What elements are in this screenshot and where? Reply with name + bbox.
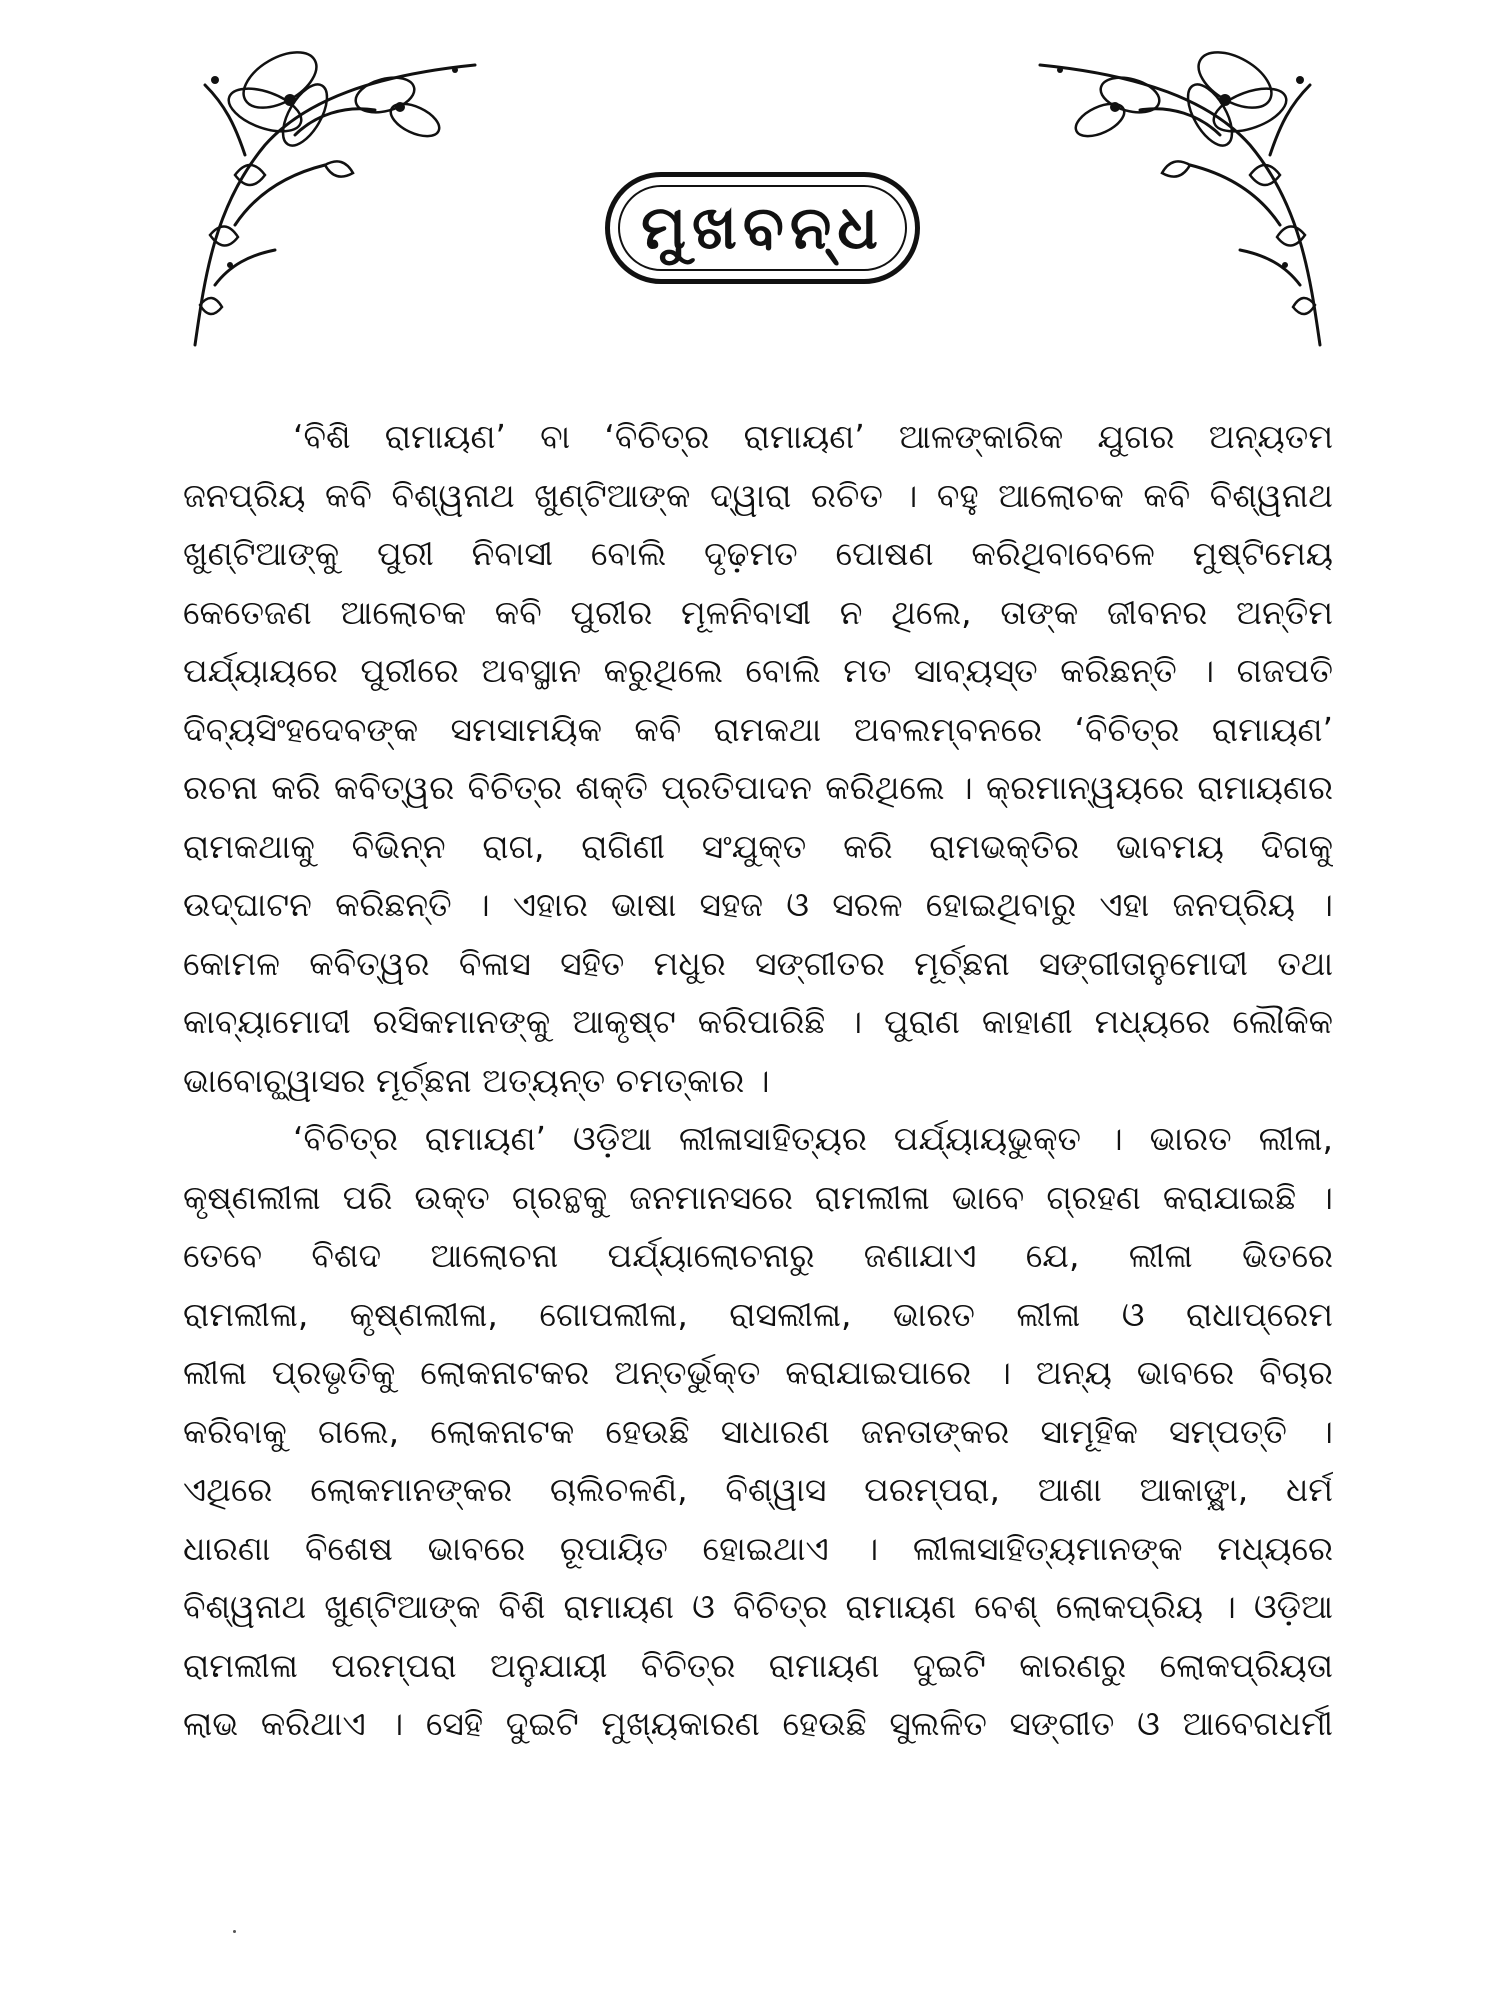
title-badge [605,172,920,284]
text-line: ‘ବିଶି ରାମାୟଣ’ ବା ‘ବିଚିତ୍ର ରାମାୟଣ’ ଆଳଙ୍କାରିକ ଯୁଗର ଅନ୍ୟତମ [293,417,1333,456]
floral-ornament-left-icon [175,25,495,355]
text-line: ଲୀଳା ପ୍ରଭୃତିକୁ ଲୋକନାଟକର ଅନ୍ତର୍ଭୁକ୍ତ କରାଯାଇପାରେ । ଅନ୍ୟ ଭାବରେ ବିଚାର [183,1353,1333,1392]
paragraph-2 [183,1110,1333,1754]
text-line: କରିବାକୁ ଗଲେ, ଲୋକନାଟକ ହେଉଛି ସାଧାରଣ ଜନତାଙ୍କର ସାମୂହିକ ସମ୍ପତ୍ତି । [183,1411,1333,1451]
text-line: ଦିବ୍ୟସିଂହଦେବଙ୍କ ସମସାମୟିକ କବି ରାମକଥା ଅବଲମ୍ବନରେ ‘ବିଚିତ୍ର ରାମାୟଣ’ [183,709,1333,749]
text-line: ଲାଭ କରିଥାଏ । ସେହି ଦୁଇଟି ମୁଖ୍ୟକାରଣ ହେଉଛି ସୁଲଳିତ ସଙ୍ଗୀତ ଓ ଆବେଗଧର୍ମୀ [183,1704,1333,1743]
body-text [183,408,1333,1754]
text-line: କାବ୍ୟାମୋଦୀ ରସିକମାନଙ୍କୁ ଆକୃଷ୍ଟ କରିପାରିଛି । ପୁରାଣ କାହାଣୀ ମଧ୍ୟରେ ଲୌକିକ [183,1002,1333,1041]
text-line: ‘ବିଚିତ୍ର ରାମାୟଣ’ ଓଡ଼ିଆ ଲୀଳାସାହିତ୍ୟର ପର୍ଯ୍ୟାୟଭୁକ୍ତ । ଭାରତ ଲୀଳା, [293,1119,1333,1158]
text-line: ରାମକଥାକୁ ବିଭିନ୍ନ ରାଗ, ରାଗିଣୀ ସଂଯୁକ୍ତ କରି ରାମଭକ୍ତିର ଭାବମୟ ଦିଗକୁ [183,826,1333,866]
text-line: ଏଥିରେ ଲୋକମାନଙ୍କର ଚାଲିଚଳଣି, ବିଶ୍ୱାସ ପରମ୍ପରା, ଆଶା ଆକାଙ୍କ୍ଷା, ଧର୍ମ [183,1470,1333,1509]
text-line: ଭାବୋଚ୍ଛ୍ୱାସର ମୂର୍ଚ୍ଛନା ଅତ୍ୟନ୍ତ ଚମତ୍କାର । [183,1060,770,1100]
text-line: ପର୍ଯ୍ୟାୟରେ ପୁରୀରେ ଅବସ୍ଥାନ କରୁଥିଲେ ବୋଲି ମତ ସାବ୍ୟସ୍ତ କରିଛନ୍ତି । ଗଜପତି [183,651,1333,690]
floral-ornament-right-icon [1020,25,1340,355]
text-line: ଖୁଣ୍ଟିଆଙ୍କୁ ପୁରୀ ନିବାସୀ ବୋଲି ଦୃଢ଼ମତ ପୋଷଣ କରିଥିବାବେଳେ ମୁଷ୍ଟିମେୟ [183,534,1333,573]
text-line: ରାମଲୀଳା, କୃଷ୍ଣଲୀଳା, ଗୋପଲୀଳା, ରାସଲୀଳା, ଭାରତ ଲୀଳା ଓ ରାଧାପ୍ରେମ [183,1294,1333,1334]
text-line: ଧାରଣା ବିଶେଷ ଭାବରେ ରୂପାୟିତ ହୋଇଥାଏ । ଲୀଳାସାହିତ୍ୟମାନଙ୍କ ମଧ୍ୟରେ [183,1528,1333,1568]
text-line: ବିଶ୍ୱନାଥ ଖୁଣ୍ଟିଆଙ୍କ ବିଶି ରାମାୟଣ ଓ ବିଚିତ୍ର ରାମାୟଣ ବେଶ୍ ଲୋକପ୍ରିୟ । ଓଡ଼ିଆ [183,1587,1333,1626]
text-line: ତେବେ ବିଶଦ ଆଲୋଚନା ପର୍ଯ୍ୟାଲୋଚନାରୁ ଜଣାଯାଏ ଯେ, ଲୀଳା ଭିତରେ [183,1236,1333,1275]
text-line: ଜନପ୍ରିୟ କବି ବିଶ୍ୱନାଥ ଖୁଣ୍ଟିଆଙ୍କ ଦ୍ୱାରା ରଚିତ । ବହୁ ଆଲୋଚକ କବି ବିଶ୍ୱନାଥ [183,475,1333,515]
text-line: ରାମଲୀଳା ପରମ୍ପରା ଅନୁଯାୟୀ ବିଚିତ୍ର ରାମାୟଣ ଦୁଇଟି କାରଣରୁ ଲୋକପ୍ରିୟତା [183,1645,1333,1685]
text-line: କେତେଜଣ ଆଲୋଚକ କବି ପୁରୀର ମୂଳନିବାସୀ ନ ଥିଲେ, ତାଙ୍କ ଜୀବନର ଅନ୍ତିମ [183,592,1333,632]
stray-mark [233,1930,236,1933]
text-line: କୃଷ୍ଣଲୀଳା ପରି ଉକ୍ତ ଗ୍ରନ୍ଥକୁ ଜନମାନସରେ ରାମଲୀଳା ଭାବେ ଗ୍ରହଣ କରାଯାଇଛି । [183,1177,1333,1217]
page-title: ମୁଖବନ୍ଧ [641,193,884,263]
text-line: କୋମଳ କବିତ୍ୱର ବିଳାସ ସହିତ ମଧୁର ସଙ୍ଗୀତର ମୂର୍ଚ୍ଛନା ସଙ୍ଗୀତାନୁମୋଦୀ ତଥା [183,943,1333,983]
text-line: ରଚନା କରି କବିତ୍ୱର ବିଚିତ୍ର ଶକ୍ତି ପ୍ରତିପାଦନ କରିଥିଲେ । କ୍ରମାନ୍ୱୟରେ ରାମାୟଣର [183,768,1333,807]
text-line: ଉଦ୍‌ଘାଟନ କରିଛନ୍ତି । ଏହାର ଭାଷା ସହଜ ଓ ସରଳ ହୋଇଥିବାରୁ ଏହା ଜନପ୍ରିୟ । [183,885,1333,924]
paragraph-1 [183,408,1333,1110]
